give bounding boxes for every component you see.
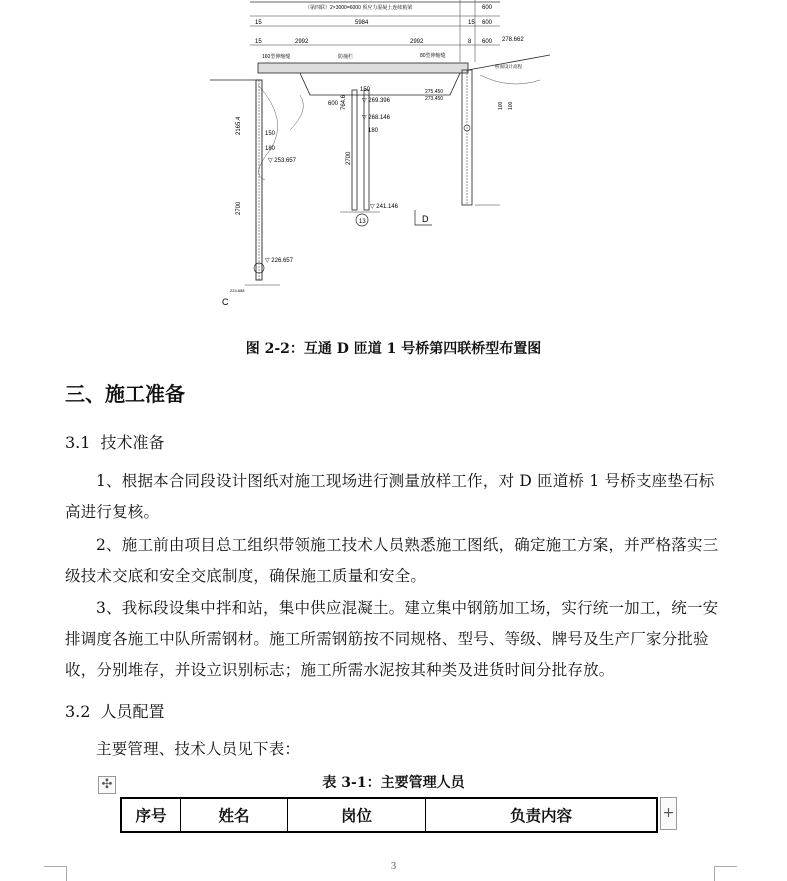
svg-text:764.6: 764.6 bbox=[341, 94, 347, 110]
figure-caption: 图 2-2：互通 D 匝道 1 号桥第四联桥型布置图 bbox=[245, 341, 542, 357]
table-header-cell[interactable]: 序号 bbox=[121, 798, 181, 832]
svg-text:600: 600 bbox=[328, 101, 339, 107]
subsection-title: 人员配置 bbox=[100, 702, 165, 721]
paragraph: 主要管理、技术人员见下表： bbox=[96, 740, 301, 758]
svg-text:275.450: 275.450 bbox=[425, 89, 444, 95]
svg-text:2992: 2992 bbox=[295, 39, 309, 45]
table-move-handle-icon[interactable]: ✣ bbox=[98, 776, 116, 794]
svg-text:防撞栏: 防撞栏 bbox=[338, 54, 354, 60]
bridge-layout-drawing bbox=[210, 0, 570, 322]
svg-text:150: 150 bbox=[265, 131, 276, 137]
svg-text:D: D bbox=[422, 214, 429, 224]
svg-text:2992: 2992 bbox=[410, 39, 424, 45]
subsection-number: 3.1 bbox=[65, 433, 91, 452]
svg-text:8: 8 bbox=[468, 39, 472, 45]
subsection-heading-3-2 bbox=[65, 699, 164, 722]
subsection-number: 3.2 bbox=[65, 702, 91, 721]
svg-text:224.658: 224.658 bbox=[230, 288, 245, 293]
svg-text:▽ 268.146: ▽ 268.146 bbox=[362, 115, 390, 121]
svg-text:2700: 2700 bbox=[346, 151, 352, 165]
svg-text:15: 15 bbox=[255, 20, 262, 26]
svg-text:600: 600 bbox=[482, 5, 493, 11]
subsection-title: 技术准备 bbox=[100, 433, 165, 452]
page-number: 3 bbox=[390, 860, 397, 872]
svg-text:100: 100 bbox=[498, 101, 504, 110]
section-heading: 三、施工准备 bbox=[65, 382, 185, 406]
svg-text:2700: 2700 bbox=[236, 201, 242, 215]
table-header-cell[interactable]: 负责内容 bbox=[426, 798, 658, 832]
table-caption: 表 3-1：主要管理人员 bbox=[322, 775, 465, 791]
table-header-cell[interactable]: 岗位 bbox=[288, 798, 426, 832]
svg-text:15: 15 bbox=[255, 39, 262, 45]
svg-text:80型伸缩缝: 80型伸缩缝 bbox=[420, 53, 446, 59]
svg-text:▽ 253.657: ▽ 253.657 bbox=[268, 158, 296, 164]
svg-text:▽ 226.657: ▽ 226.657 bbox=[265, 258, 293, 264]
svg-text:▽ 241.146: ▽ 241.146 bbox=[370, 204, 398, 210]
svg-text:150: 150 bbox=[360, 87, 371, 93]
table-header-row bbox=[121, 798, 657, 832]
svg-text:180: 180 bbox=[265, 146, 276, 152]
svg-text:2165.4: 2165.4 bbox=[236, 116, 242, 135]
svg-text:273.450: 273.450 bbox=[425, 96, 444, 102]
svg-text:5984: 5984 bbox=[355, 20, 369, 26]
svg-text:C: C bbox=[222, 297, 229, 307]
staff-table[interactable] bbox=[120, 797, 658, 833]
svg-text:600: 600 bbox=[482, 39, 493, 45]
svg-text:100: 100 bbox=[508, 101, 514, 110]
add-column-button[interactable]: + bbox=[660, 797, 677, 830]
svg-text:600: 600 bbox=[482, 20, 493, 26]
svg-text:▽ 269.396: ▽ 269.396 bbox=[362, 98, 390, 104]
svg-text:160型伸缩缝: 160型伸缩缝 bbox=[262, 54, 291, 60]
subsection-heading-3-1 bbox=[65, 430, 164, 453]
paragraph: 3、我标段设集中拌和站，集中供应混凝土。建立集中钢筋加工场，实行统一加工，统一安排调度各施工中队所需钢材。施工所需钢筋按不同规格、型号、等级、牌号及生产厂家分批验收，分别堆存，并设立识别标志；施工所需水泥按其种类及进货时间分批存放。 bbox=[65, 599, 719, 679]
banner-label: （第四联）2×3000=6000 预应力混凝土连续箱梁 bbox=[305, 5, 413, 11]
paragraph: 1、根据本合同段设计图纸对施工现场进行测量放样工作，对 D 匝道桥 1 号桥支座垫石标高进行复核。 bbox=[65, 472, 715, 521]
svg-text:13: 13 bbox=[359, 219, 366, 225]
svg-text:桥面设计高程: 桥面设计高程 bbox=[495, 64, 522, 69]
svg-text:180: 180 bbox=[368, 128, 379, 134]
svg-text:278.662: 278.662 bbox=[502, 37, 524, 43]
svg-text:15: 15 bbox=[468, 20, 475, 26]
paragraph: 2、施工前由项目总工组织带领施工技术人员熟悉施工图纸，确定施工方案，并严格落实三级技术交底和安全交底制度，确保施工质量和安全。 bbox=[65, 536, 719, 585]
table-header-cell[interactable]: 姓名 bbox=[181, 798, 288, 832]
